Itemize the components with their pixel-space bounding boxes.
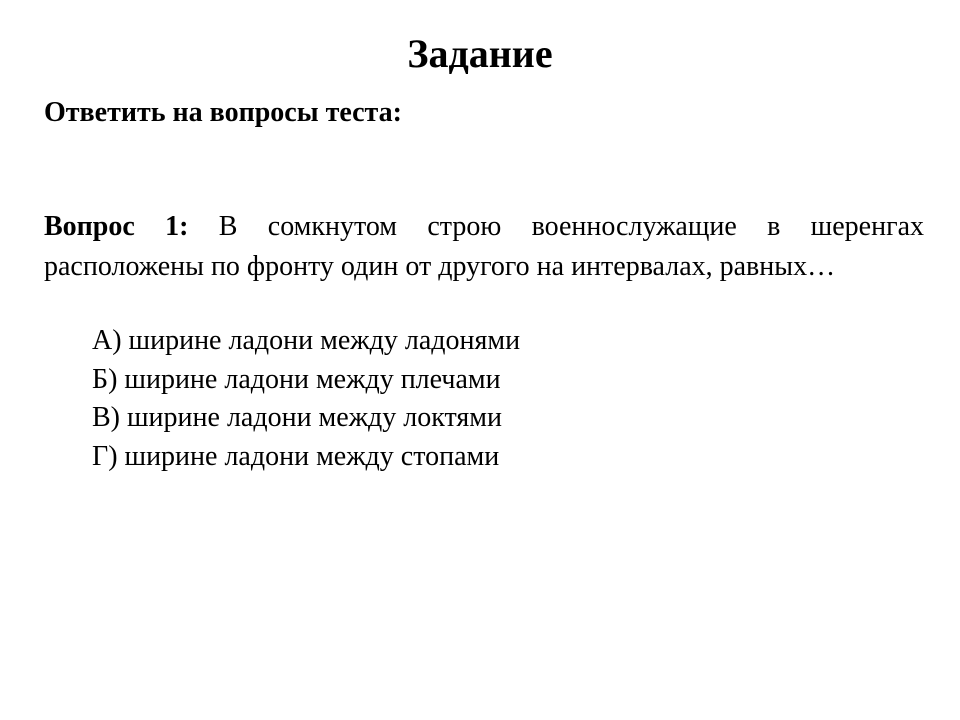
instruction-text: Ответить на вопросы теста: <box>44 97 402 128</box>
question-1 <box>44 207 924 287</box>
answer-option-v: В) ширине ладони между локтями <box>92 402 502 433</box>
slide-title: Задание <box>407 31 553 76</box>
answer-option-g: Г) ширине ладони между стопами <box>92 440 500 472</box>
answer-options <box>92 322 520 476</box>
answer-option-b: Б) ширине ладони между плечами <box>92 363 501 395</box>
question-label: Вопрос 1: <box>44 211 189 242</box>
question-text: В сомкнутом строю военнослужащие в шеренгах расположены по фронту один от другого на интервалах, равных… <box>44 211 924 282</box>
answer-option-a: А) ширине ладони между ладонями <box>92 325 521 356</box>
